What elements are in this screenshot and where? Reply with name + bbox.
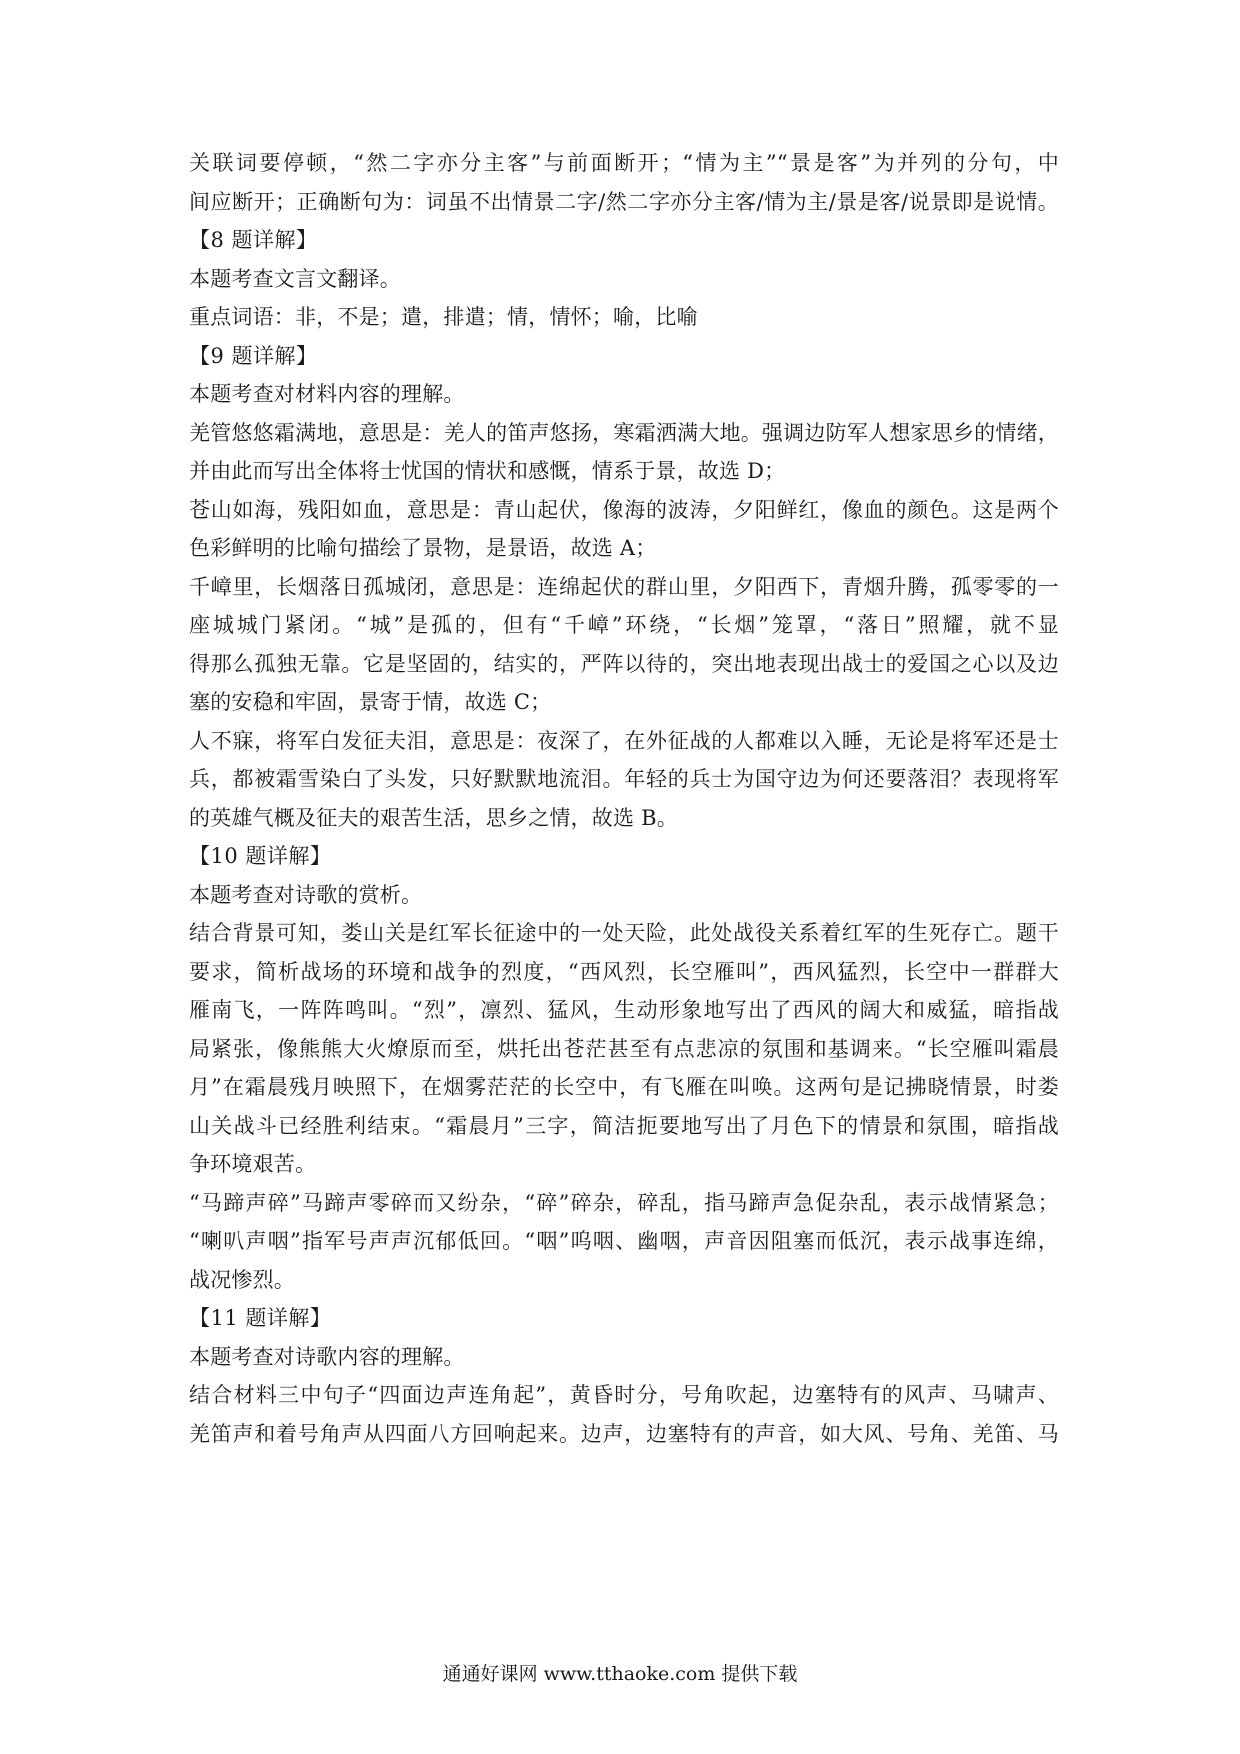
text-line: 要求，简析战场的环境和战争的烈度，“西风烈，长空雁叫”，西风猛烈，长空中一群群大 [189, 959, 1059, 984]
text-line: 间应断开；正确断句为：词虽不出情景二字/然二字亦分主客/情为主/景是客/说景即是说情。 [189, 189, 1059, 214]
text-line: 月”在霜晨残月映照下，在烟雾茫茫的长空中，有飞雁在叫唤。这两句是记拂晓情景，时娄 [189, 1075, 1059, 1099]
text-line: “马蹄声碎”马蹄声零碎而又纷杂，“碎”碎杂，碎乱，指马蹄声急促杂乱，表示战情紧急； [189, 1190, 1059, 1215]
page-footer: 通通好课网 www.tthaoke.com 提供下载 [442, 1663, 798, 1685]
text-line: 羌笛声和着号角声从四面八方回响起来。边声，边塞特有的声音，如大风、号角、羌笛、马 [189, 1421, 1059, 1446]
text-line: 色彩鲜明的比喻句描绘了景物，是景语，故选 A； [189, 536, 657, 560]
text-line: 塞的安稳和牢固，景寄于情，故选 C； [189, 690, 552, 714]
text-line: 人不寐，将军白发征夫泪，意思是：夜深了，在外征战的人都难以入睡，无论是将军还是士 [189, 728, 1059, 753]
document-body [189, 144, 1059, 1453]
text-line: 局紧张，像熊熊大火燎原而至，烘托出苍茫甚至有点悲凉的氛围和基调来。“长空雁叫霜晨 [189, 1036, 1059, 1061]
section-heading: 【9 题详解】 [189, 343, 318, 368]
text-line: 羌管悠悠霜满地，意思是：羌人的笛声悠扬，寒霜洒满大地。强调边防军人想家思乡的情绪， [189, 420, 1059, 445]
text-line: 并由此而写出全体将士忧国的情状和感慨，情系于景，故选 D； [189, 459, 786, 483]
text-line: 山关战斗已经胜利结束。“霜晨月”三字，简洁扼要地写出了月色下的情景和氛围，暗指战 [189, 1113, 1059, 1138]
text-line: 兵，都被霜雪染白了头发，只好默默地流泪。年轻的兵士为国守边为何还要落泪？表现将军 [189, 767, 1059, 791]
section-heading: 【8 题详解】 [189, 228, 318, 252]
text-line: 雁南飞，一阵阵鸣叫。“烈”，凛烈、猛风，生动形象地写出了西风的阔大和威猛，暗指战 [189, 998, 1059, 1022]
text-line: 座城城门紧闭。“城”是孤的，但有“千嶂”环绕，“长烟”笼罩，“落日”照耀，就不显 [189, 613, 1059, 637]
text-line: 结合材料三中句子“四面边声连角起”，黄昏时分，号角吹起，边塞特有的风声、马啸声、 [189, 1383, 1059, 1407]
text-line: 本题考查对诗歌的赏析。 [189, 882, 423, 907]
text-line: 千嶂里，长烟落日孤城闭，意思是：连绵起伏的群山里，夕阳西下，青烟升腾，孤零零的一 [189, 574, 1059, 599]
text-line: “喇叭声咽”指军号声声沉郁低回。“咽”呜咽、幽咽，声音因阻塞而低沉，表示战事连绵， [189, 1229, 1059, 1253]
text-line: 本题考查对材料内容的理解。 [189, 382, 465, 406]
text-line: 本题考查文言文翻译。 [189, 266, 401, 291]
text-line: 结合背景可知，娄山关是红军长征途中的一处天险，此处战役关系着红军的生死存亡。题干 [189, 921, 1059, 945]
text-line: 关联词要停顿，“然二字亦分主客”与前面断开；“情为主”“景是客”为并列的分句，中 [189, 151, 1059, 175]
section-heading: 【11 题详解】 [189, 1306, 332, 1330]
section-heading: 【10 题详解】 [189, 844, 332, 868]
text-line: 争环境艰苦。 [189, 1152, 317, 1176]
text-line: 本题考查对诗歌内容的理解。 [189, 1344, 465, 1369]
text-line: 得那么孤独无靠。它是坚固的，结实的，严阵以待的，突出地表现出战士的爱国之心以及边 [189, 651, 1059, 676]
text-line: 的英雄气概及征夫的艰苦生活，思乡之情，故选 B。 [189, 805, 678, 830]
text-line: 苍山如海，残阳如血，意思是：青山起伏，像海的波涛，夕阳鲜红，像血的颜色。这是两个 [189, 497, 1059, 522]
text-line: 战况惨烈。 [189, 1267, 295, 1292]
text-line: 重点词语：非，不是；遣，排遣；情，情怀；喻，比喻 [189, 305, 698, 329]
